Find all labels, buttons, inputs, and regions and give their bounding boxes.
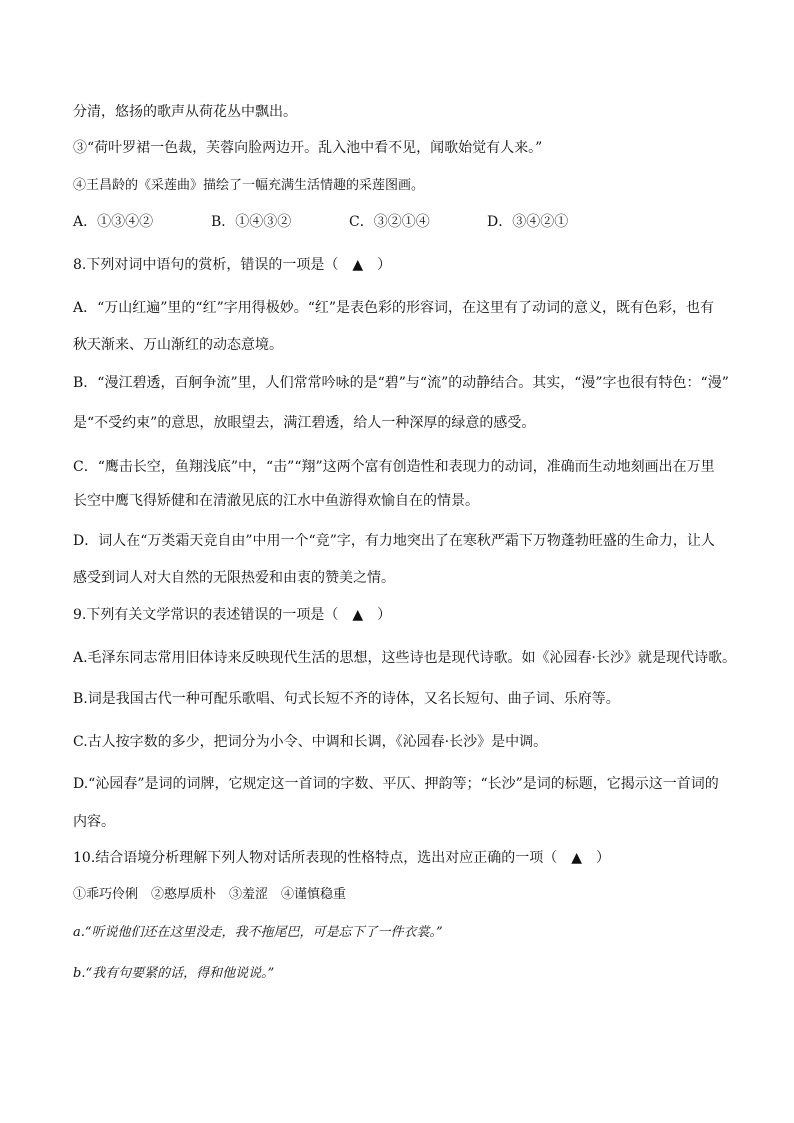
q7-option-a: A．①③④② <box>73 214 154 230</box>
q8-option-b-line2: 是“不受约束”的意思，放眼望去，满江碧透，给人一种深厚的绿意的感受。 <box>73 415 536 431</box>
q8-option-a-line2: 秋天渐来、万山渐红的动态意境。 <box>73 337 283 353</box>
q9-option-a: A.毛泽东同志常用旧体诗来反映现代生活的思想，这些诗也是现代诗歌。如《沁园春·长沙》就是现代诗歌。 <box>73 650 737 666</box>
q10-dialogue-a: a.“听说他们还在这里没走，我不拖尾巴，可是忘下了一件衣裳。” <box>73 925 443 940</box>
q7-item-4: ④王昌龄的《采莲曲》描绘了一幅充满生活情趣的采莲图画。 <box>73 178 425 193</box>
q7-continuation-line: 分清，悠扬的歌声从荷花丛中飘出。 <box>73 104 297 120</box>
q10-dialogue-b: b.“我有句要紧的话，得和他说说。” <box>73 966 275 981</box>
q8-stem: 8.下列对词中语句的赏析，错误的一项是（ ▲ ） <box>73 257 392 273</box>
q7-option-d: D．③④②① <box>487 214 569 230</box>
q7-item-3: ③“荷叶罗裙一色裁，芙蓉向脸两边开。乱入池中看不见，闻歌始觉有人来。” <box>73 140 543 156</box>
q9-option-c: C.古人按字数的多少，把词分为小令、中调和长调，《沁园春·长沙》是中调。 <box>73 734 548 750</box>
q10-traits: ①乖巧伶俐 ②憨厚质朴 ③羞涩 ④谨慎稳重 <box>73 887 347 902</box>
q8-option-d-line2: 感受到词人对大自然的无限热爱和由衷的赞美之情。 <box>73 570 395 586</box>
q8-option-b-line1: B．“漫江碧透，百舸争流”里，人们常常吟咏的是“碧”与“流”的动静结合。其实，“漫”字也很有特色：“漫” <box>73 375 729 391</box>
q9-option-d-line2: 内容。 <box>73 814 115 830</box>
q7-option-c: C．③②①④ <box>349 214 430 230</box>
q8-option-a-line1: A．“万山红遍”里的“红”字用得极妙。“红”是表色彩的形容词，在这里有了动词的意义，既有色彩，也有 <box>73 300 715 316</box>
q10-stem: 10.结合语境分析理解下列人物对话所表现的性格特点，选出对应正确的一项（ ▲ ） <box>73 850 611 866</box>
q9-stem: 9.下列有关文学常识的表述错误的一项是（ ▲ ） <box>73 607 392 623</box>
q8-option-c-line1: C．“鹰击长空，鱼翔浅底”中，“击”“翔”这两个富有创造性和表现力的动词，准确而生动地刻画出在万里 <box>73 459 715 475</box>
q9-option-d-line1: D.“沁园春”是词的词牌，它规定这一首词的字数、平仄、押韵等；“长沙”是词的标题，它揭示这一首词的 <box>73 776 719 792</box>
q7-option-b: B．①④③② <box>211 214 292 230</box>
q8-option-d-line1: D．词人在“万类霜天竞自由”中用一个“竞”字，有力地突出了在寒秋严霜下万物蓬勃旺盛的生命力，让人 <box>73 533 715 549</box>
q8-option-c-line2: 长空中鹰飞得矫健和在清澈见底的江水中鱼游得欢愉自在的情景。 <box>73 493 479 509</box>
q9-option-b: B.词是我国古代一种可配乐歌唱、句式长短不齐的诗体，又名长短句、曲子词、乐府等。 <box>73 691 620 707</box>
